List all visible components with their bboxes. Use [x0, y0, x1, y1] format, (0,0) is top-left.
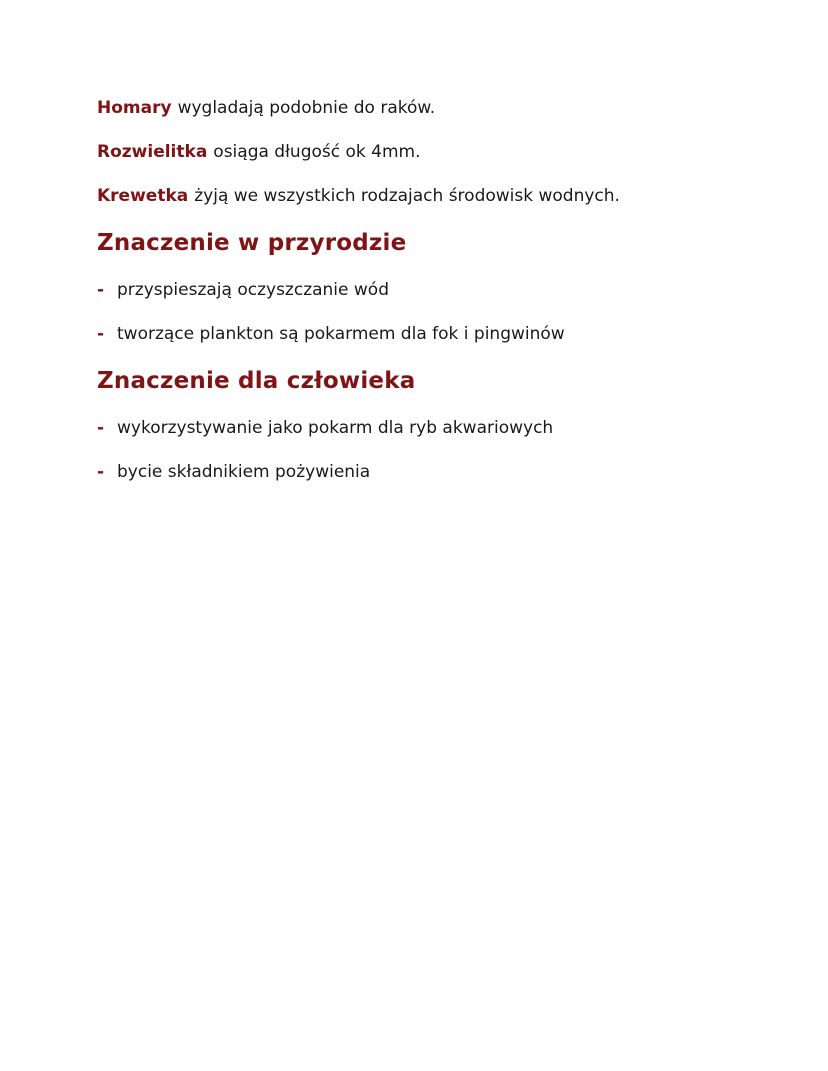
bullet-marker: -: [97, 324, 105, 344]
bullet-marker: -: [97, 280, 105, 300]
definition-rozwielitka: [97, 140, 797, 164]
definition-text: wygladają podobnie do raków.: [177, 98, 436, 118]
term-label: Rozwielitka: [97, 142, 208, 162]
list-item: [97, 278, 797, 302]
list-item-text: bycie składnikiem pożywienia: [117, 462, 371, 482]
definition-text: żyją we wszystkich rodzajach środowisk wodnych.: [194, 186, 620, 206]
definition-homary: [97, 96, 797, 120]
section-heading-nature: Znaczenie w przyrodzie: [97, 230, 407, 256]
term-label: Homary: [97, 98, 172, 118]
bullet-marker: -: [97, 418, 105, 438]
document-page: [97, 96, 797, 504]
definition-krewetka: [97, 184, 797, 208]
term-label: Krewetka: [97, 186, 189, 206]
section-heading-human: Znaczenie dla człowieka: [97, 368, 416, 394]
list-item: [97, 460, 797, 484]
list-item: [97, 416, 797, 440]
bullet-marker: -: [97, 462, 105, 482]
definition-text: osiąga długość ok 4mm.: [213, 142, 421, 162]
list-item-text: tworzące plankton są pokarmem dla fok i pingwinów: [117, 324, 565, 344]
list-item: [97, 322, 797, 346]
list-item-text: przyspieszają oczyszczanie wód: [117, 280, 389, 300]
list-item-text: wykorzystywanie jako pokarm dla ryb akwariowych: [117, 418, 554, 438]
